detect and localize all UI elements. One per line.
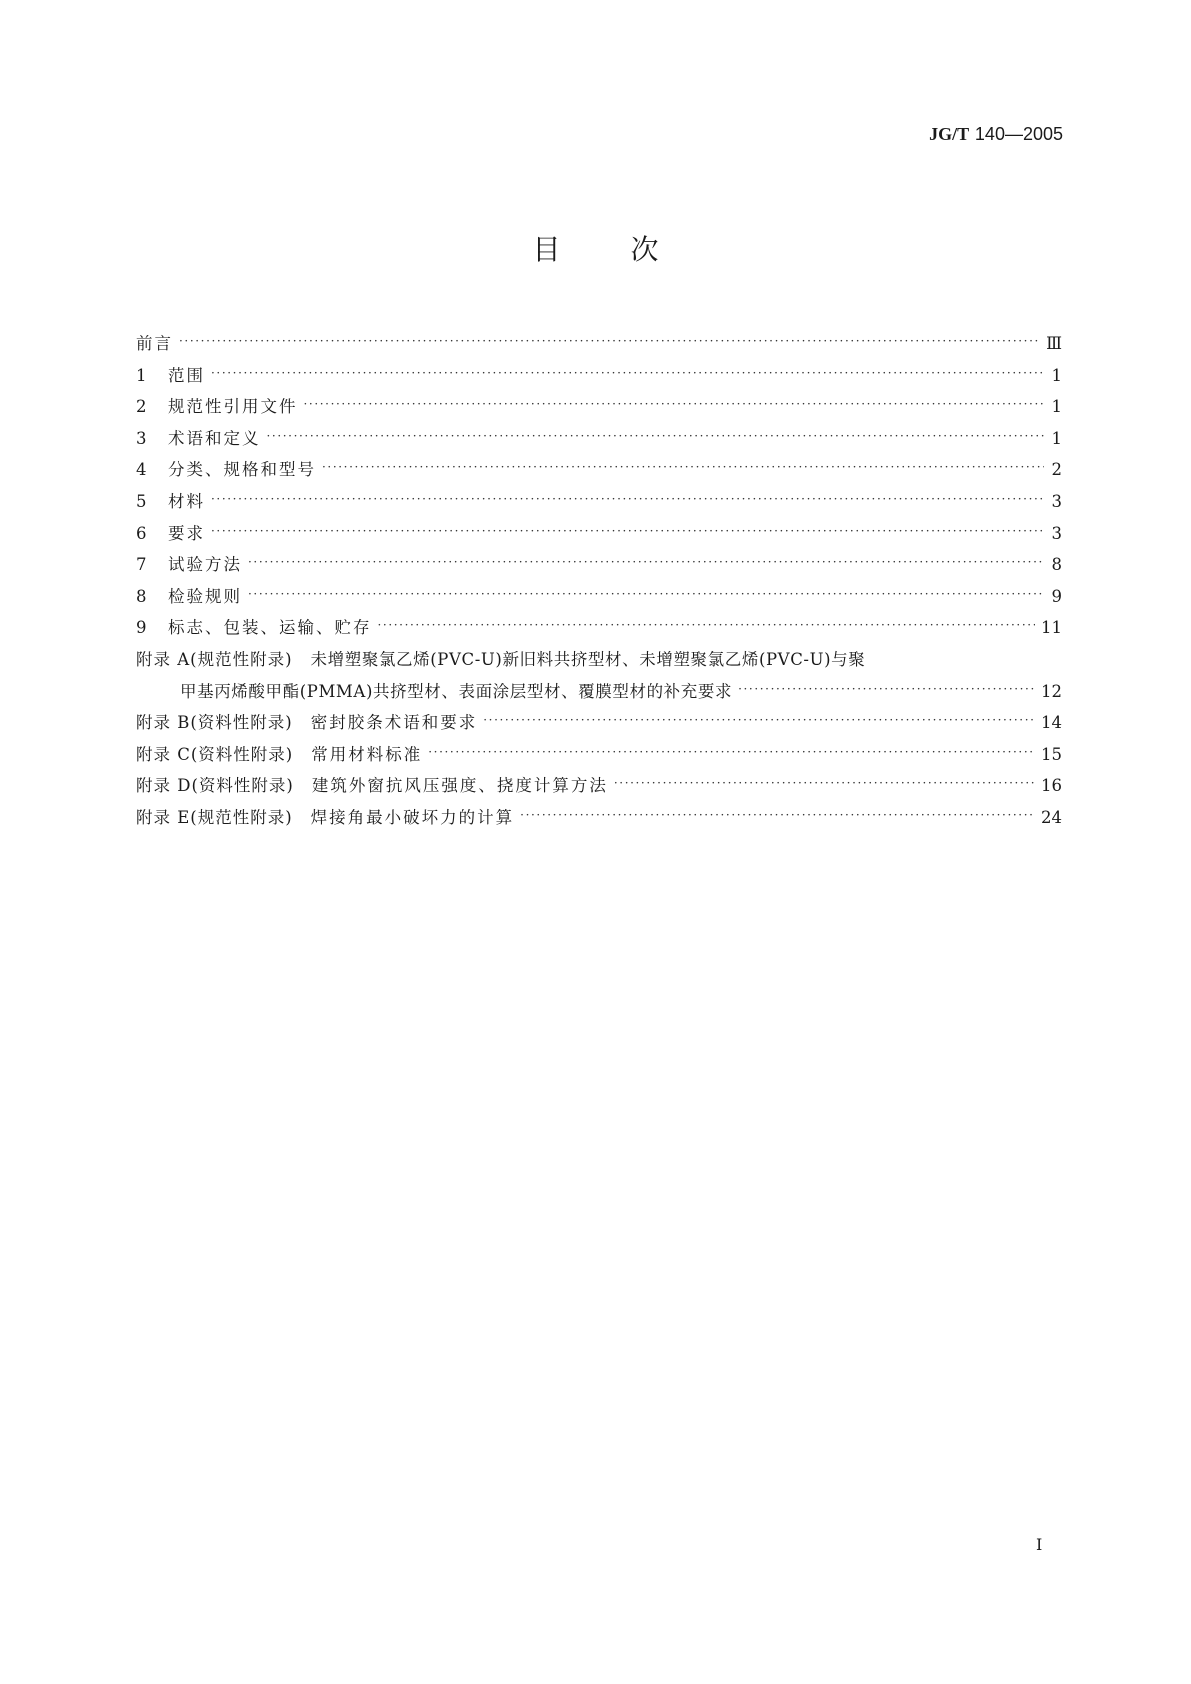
toc-entry-page: Ⅲ [1046, 334, 1062, 353]
dot-leader [738, 674, 1035, 706]
page-number: I [1036, 1535, 1043, 1554]
toc-entry-page: 11 [1041, 618, 1062, 638]
toc-entry-appendix-c[interactable] [136, 739, 1062, 771]
toc-appendix-prefix: 附录 E(规范性附录) [136, 807, 293, 827]
dot-leader [267, 421, 1045, 453]
table-of-contents [136, 328, 1062, 834]
toc-appendix-prefix: 附录 A(规范性附录) [136, 649, 293, 669]
dot-leader [248, 547, 1044, 579]
toc-entry-appendix-b[interactable] [136, 707, 1062, 739]
toc-entry-number: 4 [136, 460, 147, 480]
title-char-2: 次 [630, 233, 659, 266]
toc-entry-page: 2 [1051, 460, 1062, 480]
toc-entry-label: 密封胶条术语和要求 [310, 713, 478, 733]
toc-entry-appendix-d[interactable] [136, 770, 1062, 802]
toc-entry-number: 6 [136, 523, 147, 543]
dot-leader [248, 579, 1044, 611]
toc-entry-page: 1 [1051, 365, 1062, 385]
toc-entry-label: 检验规则 [168, 586, 242, 606]
dot-leader [179, 326, 1040, 358]
toc-entry-2[interactable] [136, 391, 1062, 423]
toc-entry-page: 3 [1051, 491, 1062, 511]
toc-entry-appendix-a[interactable] [136, 644, 1062, 676]
toc-entry-number: 9 [136, 618, 147, 638]
toc-entry-label: 要求 [168, 523, 205, 543]
toc-entry-label-line-1: 未增塑聚氯乙烯(PVC-U)新旧料共挤型材、未增塑聚氯乙烯(PVC-U)与聚 [310, 649, 866, 669]
dot-leader [304, 389, 1045, 421]
toc-entry-page: 24 [1041, 807, 1062, 827]
dot-leader [211, 358, 1044, 390]
toc-entry-label: 焊接角最小破坏力的计算 [310, 807, 515, 827]
toc-entry-label: 前言 [136, 334, 173, 353]
toc-appendix-prefix: 附录 C(资料性附录) [136, 744, 294, 764]
toc-entry-9[interactable] [136, 612, 1062, 644]
toc-entry-number: 8 [136, 586, 147, 606]
toc-entry-1[interactable] [136, 360, 1062, 392]
toc-entry-foreword[interactable] [136, 328, 1062, 360]
toc-entry-number: 3 [136, 428, 147, 448]
toc-entry-page: 1 [1051, 397, 1062, 417]
title-char-1: 目 [532, 233, 561, 266]
standard-code [929, 124, 1063, 145]
dot-leader [428, 737, 1035, 769]
toc-entry-page: 1 [1051, 428, 1062, 448]
standard-code-prefix: JG/T [929, 124, 970, 144]
toc-entry-label: 范围 [168, 365, 205, 385]
toc-entry-page: 3 [1051, 523, 1062, 543]
toc-entry-label-line-2: 甲基丙烯酸甲酯(PMMA)共挤型材、表面涂层型材、覆膜型材的补充要求 [180, 681, 733, 701]
toc-entry-page: 14 [1041, 713, 1062, 733]
toc-entry-page: 15 [1041, 744, 1062, 764]
toc-entry-label: 分类、规格和型号 [168, 460, 316, 480]
toc-entry-page: 16 [1041, 776, 1062, 796]
dot-leader [378, 610, 1036, 642]
toc-entry-7[interactable] [136, 549, 1062, 581]
toc-entry-appendix-e[interactable] [136, 802, 1062, 834]
toc-entry-label: 规范性引用文件 [168, 397, 298, 417]
toc-entry-6[interactable] [136, 518, 1062, 550]
toc-entry-label: 常用材料标准 [311, 744, 423, 764]
dot-leader [614, 768, 1035, 800]
toc-entry-appendix-a-continued[interactable] [136, 676, 1062, 708]
dot-leader [483, 705, 1035, 737]
toc-entry-label: 材料 [168, 491, 205, 511]
toc-appendix-prefix: 附录 B(资料性附录) [136, 713, 293, 733]
toc-entry-label: 试验方法 [168, 555, 242, 575]
toc-entry-label: 术语和定义 [168, 428, 261, 448]
toc-entry-4[interactable] [136, 454, 1062, 486]
toc-entry-page: 8 [1051, 555, 1062, 575]
toc-entry-number: 2 [136, 397, 147, 417]
toc-entry-label: 建筑外窗抗风压强度、挠度计算方法 [311, 776, 608, 796]
toc-entry-number: 5 [136, 491, 147, 511]
dot-leader [322, 452, 1044, 484]
toc-entry-5[interactable] [136, 486, 1062, 518]
toc-appendix-prefix: 附录 D(资料性附录) [136, 776, 294, 796]
dot-leader [520, 800, 1035, 832]
toc-entry-3[interactable] [136, 423, 1062, 455]
toc-entry-label: 标志、包装、运输、贮存 [168, 618, 372, 638]
standard-code-number: 140—2005 [974, 124, 1063, 144]
toc-entry-page: 9 [1051, 586, 1062, 606]
dot-leader [211, 484, 1044, 516]
toc-entry-number: 1 [136, 365, 147, 385]
page-title [0, 228, 1191, 268]
dot-leader [211, 516, 1044, 548]
toc-entry-page: 12 [1041, 681, 1062, 701]
toc-entry-8[interactable] [136, 581, 1062, 613]
toc-entry-number: 7 [136, 555, 147, 575]
